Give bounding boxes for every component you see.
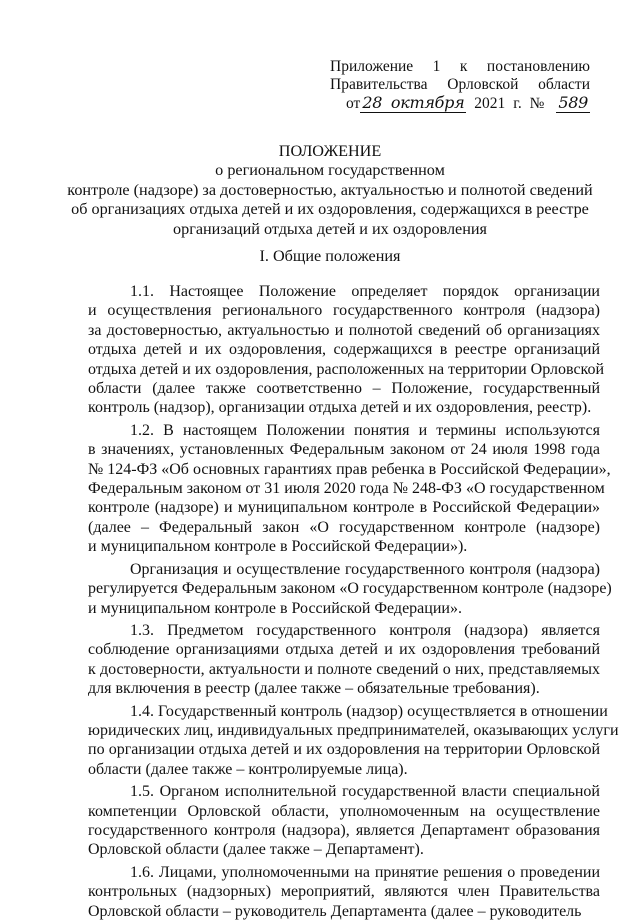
paragraph xyxy=(88,560,612,618)
paragraph-line: области (далее также соответственно – Положение, государственный xyxy=(88,380,600,398)
paragraph-line: отдыха детей и их оздоровления, содержащихся в реестре организаций xyxy=(88,341,600,359)
title-line: контроле (надзоре) за достоверностью, актуальностью и полнотой сведений xyxy=(67,180,593,199)
appendix-date-line xyxy=(330,94,590,113)
paragraph-line: государственного контроля (надзора), является Департамент образования xyxy=(88,821,600,839)
section-heading: I. Общие положения xyxy=(259,247,401,265)
paragraph xyxy=(88,702,619,780)
appendix-line-1: Приложение 1 к постановлению xyxy=(330,58,590,75)
paragraph-line: и муниципальном контроле в Российской Федерации»). xyxy=(88,538,468,556)
paragraph-line: и муниципальном контроле в Российской Федерации». xyxy=(88,599,462,617)
appendix-header xyxy=(330,58,590,113)
paragraph-line: контрольных (надзорных) мероприятий, являются член Правительства xyxy=(88,883,600,901)
title-line: ПОЛОЖЕНИЕ xyxy=(278,142,382,160)
paragraph-line: (далее – Федеральный закон «О государственном контроле (надзоре) xyxy=(88,518,600,536)
paragraph-line: № 124-ФЗ «Об основных гарантиях прав ребенка в Российской Федерации», xyxy=(88,460,611,478)
date-prefix: от xyxy=(346,95,361,112)
paragraph-line: к достоверности, актуальности и полноте сведений о них, представляемых xyxy=(88,660,600,678)
appendix-line-2: Правительства Орловской области xyxy=(330,76,590,93)
paragraph-line: по организации отдыха детей и их оздоровления на территории Орловской xyxy=(88,741,600,759)
paragraph-line: отдыха детей и их оздоровления, расположенных на территории Орловской xyxy=(88,360,605,378)
date-year: 2021 г. № xyxy=(474,95,549,112)
paragraph xyxy=(88,421,611,557)
paragraph-line: 1.3. Предметом государственного контроля (надзора) является xyxy=(130,621,600,639)
title-line: о региональном государственном xyxy=(215,161,445,180)
paragraph-line: 1.2. В настоящем Положении понятия и термины используются xyxy=(130,421,600,439)
paragraph-line: Орловской области – руководитель Департамента (далее – руководитель xyxy=(88,902,582,920)
paragraph xyxy=(88,782,600,860)
title-line: организаций отдыха детей и их оздоровления xyxy=(173,219,487,238)
paragraph xyxy=(88,621,600,699)
paragraph-line: Орловской области (далее также – Департамент). xyxy=(88,841,424,859)
paragraph-line: 1.5. Органом исполнительной государственной власти специальной xyxy=(130,783,600,801)
paragraph-line: компетенции Орловской области, уполномоченным на осуществление xyxy=(88,802,600,820)
paragraph-line: контроле (надзоре) и муниципальном контроле в Российской Федерации» xyxy=(88,499,600,517)
paragraph-line: 1.1. Настоящее Положение определяет порядок организации xyxy=(130,283,600,300)
paragraph-line: 1.6. Лицами, уполномоченными на принятие решения о проведении xyxy=(130,863,600,881)
paragraph-line: Федеральным законом от 31 июля 2020 года № 248-ФЗ «О государственном xyxy=(88,480,605,498)
handwritten-number: 589 xyxy=(558,93,588,112)
paragraph-line: 1.4. Государственный контроль (надзор) осуществляется в отношении xyxy=(130,702,608,720)
paragraph-line: в значениях, установленных Федеральным законом от 24 июля 1998 года xyxy=(88,441,600,459)
paragraph-line: соблюдение организациями отдыха детей и их оздоровления требований xyxy=(88,641,600,659)
paragraph-line: контроль (надзор), организации отдыха детей и их оздоровления, реестр). xyxy=(88,399,592,417)
paragraph-line: для включения в реестр (далее также – обязательные требования). xyxy=(88,680,540,698)
paragraph-line: за достоверностью, актуальностью и полнотой сведений об организациях xyxy=(88,321,600,339)
paragraph xyxy=(88,863,600,921)
handwritten-date: 28 октября xyxy=(362,93,465,112)
paragraph-line: юридических лиц, индивидуальных предпринимателей, оказывающих услуги xyxy=(88,721,619,739)
paragraph-line: регулируется Федеральным законом «О государственном контроле (надзоре) xyxy=(88,580,612,598)
document-title xyxy=(60,142,600,239)
paragraph-line: области (далее также – контролируемые лица). xyxy=(88,760,408,778)
title-line: об организациях отдыха детей и их оздоровления, содержащихся в реестре xyxy=(71,200,589,219)
paragraph-line: Организация и осуществление государственного контроля (надзора) xyxy=(130,560,600,578)
paragraph-line: и осуществления регионального государственного контроля (надзора) xyxy=(88,302,600,320)
paragraph xyxy=(88,282,605,418)
